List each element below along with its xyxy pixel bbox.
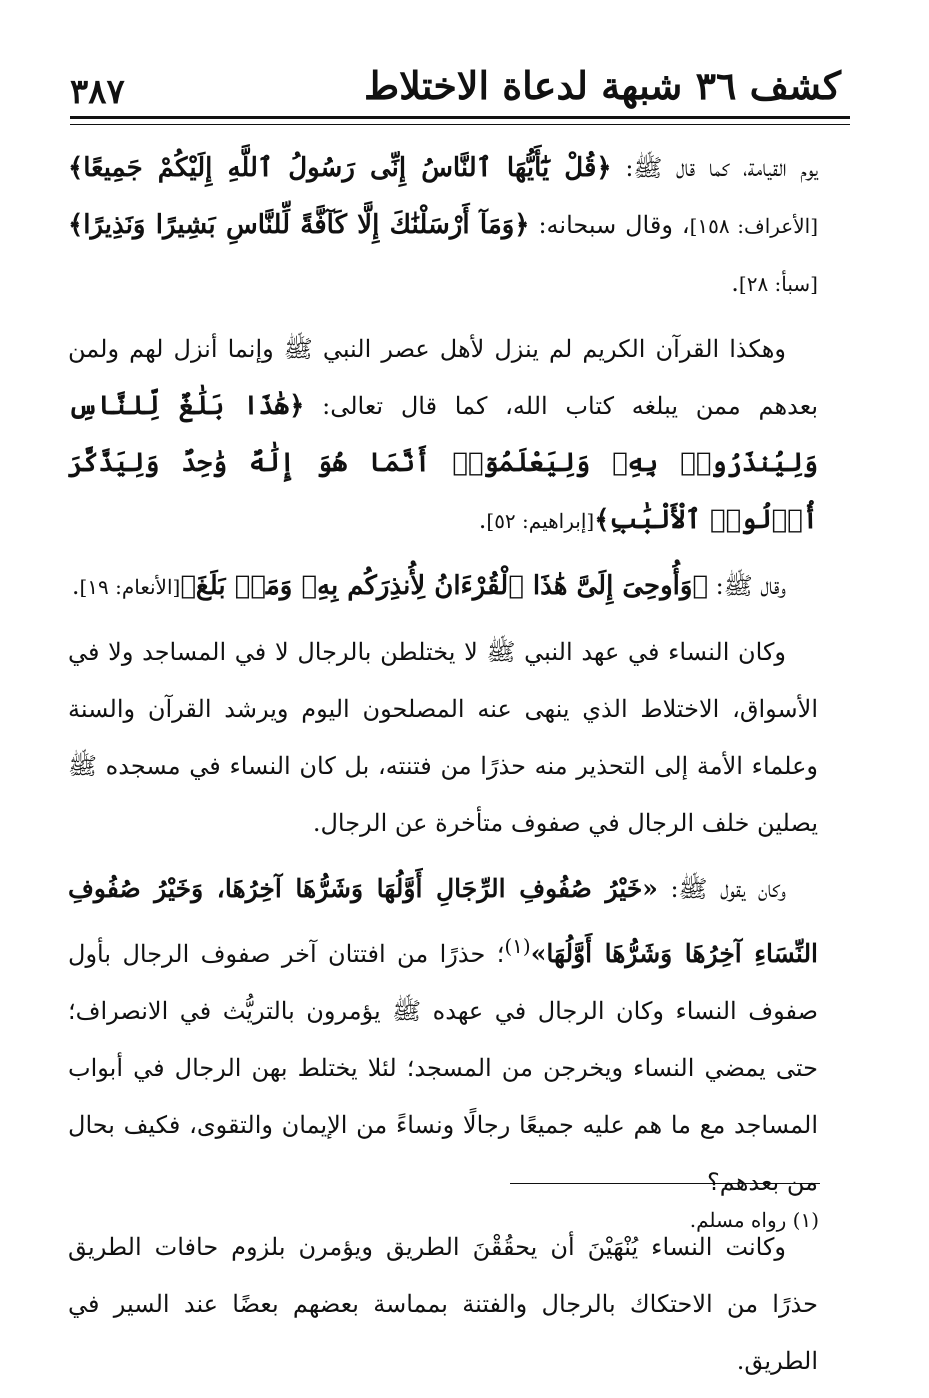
hadith-quote: «خَيْرُ صُفُوفِ الرِّجَالِ أَوَّلُهَا وَشَرُّهَا آخِرُهَا، وَخَيْرُ صُفُوفِ النِّسَاءِ آخِرُهَا وَشَرُّهَا أَوَّلُهَا»: [68, 874, 819, 968]
text: .: [478, 506, 487, 534]
verse-reference: [الأنعام: ١٩]: [79, 575, 181, 599]
running-title: كشف ٣٦ شبهة لدعاة الاختلاط: [364, 63, 841, 108]
footnote-rule: [510, 1183, 820, 1184]
verse-reference: [الأعراف: ١٥٨]: [689, 214, 819, 238]
quran-verse: ﴿قُلْ يَٰٓأَيُّهَا ٱلنَّاسُ إِنِّى رَسُولُ ٱللَّهِ إِلَيْكُمْ جَمِيعًا﴾: [68, 153, 612, 183]
quran-verse: ﴿وَمَآ أَرْسَلْنَٰكَ إِلَّا كَآفَّةً لِّلنَّاسِ بَشِيرًا وَنَذِيرًا﴾: [68, 210, 530, 240]
paragraph-1: [68, 140, 818, 313]
paragraph-6: [68, 1219, 818, 1390]
verse-reference: [سبأ: ٢٨]: [738, 272, 818, 296]
text: وكان يقول ﷺ:: [657, 875, 786, 903]
paragraph-4: [68, 624, 818, 852]
text: ، وقال سبحانه:: [529, 211, 690, 239]
text: وكان النساء في عهد النبي ﷺ لا يختلطن بالرجال لا في المساجد ولا في الأسواق، الاختلاط الذي ينهى عنه المصلحون اليوم ويرشد القرآن والسنة وعلماء الأمة إلى التحذير منه حذرًا من فتنته، بل كان النساء في مسجده ﷺ يصلين خلف الرجال في صفوف متأخرة عن الرجال.: [68, 638, 818, 837]
text: يوم القيامة، كما قال ﷺ:: [611, 154, 818, 182]
quran-verse: ﴿وَأُوحِىَ إِلَىَّ هَٰذَا ٱلْقُرْءَانُ لِأُنذِرَكُم بِهِۦ وَمَنۢ بَلَغَ﴾: [180, 571, 709, 601]
text: وهكذا القرآن الكريم لم ينزل لأهل عصر النبي ﷺ وإنما أنزل لهم ولمن بعدهم ممن يبلغه كتاب الله، كما قال تعالى:: [68, 335, 818, 420]
text: وكانت النساء يُنْهَيْنَ أن يحقُقْنَ الطريق ويؤمرن بلزوم حافات الطريق حذرًا من الاحتكاك بالرجال والفتنة بمماسة بعضهم بعضًا عند السير في الطريق.: [68, 1233, 818, 1375]
text: ؛ حذرًا من افتتان آخر صفوف الرجال بأول صفوف النساء وكان الرجال في عهده ﷺ يؤمرون بالتريُّث في الانصراف؛ حتى يمضي النساء ويخرجن من المسجد؛ لئلا يختلط بهن الرجال في أبواب المساجد مع ما هم عليه جميعًا رجالًا ونساءً من الإيمان والتقوى، فكيف بحال من بعدهم؟: [68, 940, 819, 1196]
footnote: (١) رواه مسلم.: [689, 1208, 819, 1232]
paragraph-3: [68, 558, 818, 616]
text: وقال ﷺ:: [708, 572, 786, 600]
paragraph-5: [68, 860, 818, 1211]
paragraph-2: [68, 321, 818, 550]
page-number: ٣٨٧: [70, 72, 125, 112]
text: .: [731, 269, 739, 297]
footnote-marker: (١): [504, 934, 531, 958]
header-rule-thin: [70, 124, 850, 125]
quran-verse: ﴿هَٰذَا بَلَٰغٌ لِّلنَّاسِ وَلِيُنذَرُوا۟ بِهِۦ وَلِيَعْلَمُوٓا۟ أَنَّمَا هُوَ إِلَٰهٌ وَٰحِدٌ وَلِيَذَّكَّرَ أُو۟لُوا۟ ٱلْأَلْبَٰبِ﴾: [68, 391, 818, 535]
text: .: [71, 572, 80, 600]
verse-reference: [إبراهيم: ٥٢]: [486, 509, 595, 533]
header-rule: [70, 116, 850, 119]
